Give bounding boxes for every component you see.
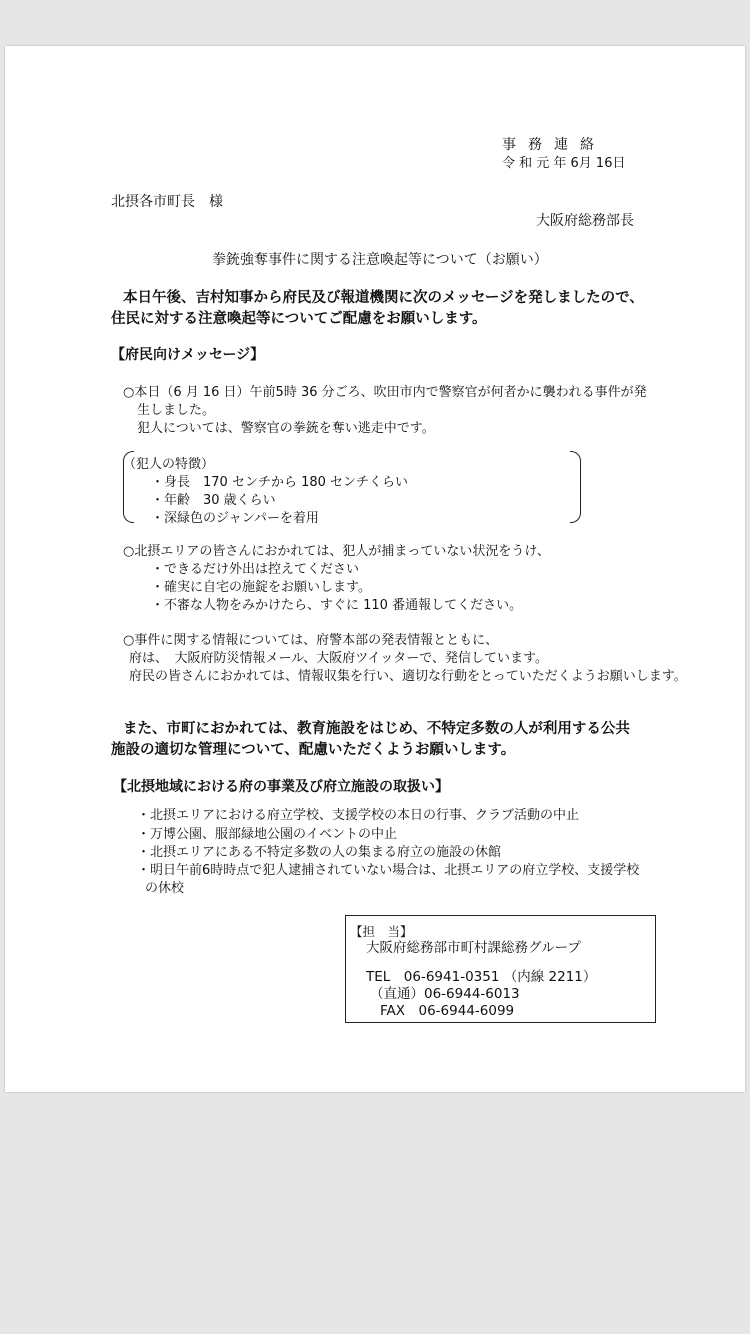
incident-line-2: 生しました。 <box>137 403 216 418</box>
action-item-4-continued: の休校 <box>145 881 185 896</box>
sender: 大阪府総務部長 <box>536 213 634 229</box>
action-item-4: ・明日午前6時時点で犯人逮捕されていない場合は、北摂エリアの府立学校、支援学校 <box>137 863 640 878</box>
document-type: 事務連絡 <box>502 137 606 153</box>
contact-heading: 【担 当】 <box>350 924 413 939</box>
request-item-3: ・不審な人物をみかけたら、すぐに 110 番通報してください。 <box>151 598 523 613</box>
features-bracket-right <box>570 451 581 523</box>
contact-department: 大阪府総務部市町村課総務グループ <box>366 940 581 956</box>
contact-fax: FAX 06-6944-6099 <box>380 1003 515 1019</box>
contact-box <box>345 915 656 1023</box>
request-line: ○北摂エリアの皆さんにおかれては、犯人が捕まっていない状況をうけ、 <box>123 544 550 559</box>
action-item-3: ・北摂エリアにある不特定多数の人の集まる府立の施設の休館 <box>137 845 502 860</box>
intro-line-2: 住民に対する注意喚起等についてご配慮をお願いします。 <box>111 311 487 327</box>
incident-line-1: ○本日（6 月 16 日）午前5時 36 分ごろ、吹田市内で警察官が何者かに襲われる事件が発 <box>123 385 647 400</box>
addressee: 北摂各市町長 様 <box>111 194 223 210</box>
citizen-message-heading: 【府民向けメッセージ】 <box>111 347 265 363</box>
prefecture-actions-heading: 【北摂地域における府の事業及び府立施設の取扱い】 <box>113 779 449 795</box>
action-item-1: ・北摂エリアにおける府立学校、支援学校の本日の行事、クラブ活動の中止 <box>137 808 580 823</box>
document-title: 拳銃強奪事件に関する注意喚起等について（お願い） <box>212 252 548 268</box>
request-item-2: ・確実に自宅の施錠をお願いします。 <box>151 580 371 595</box>
municipal-request-line-2: 施設の適切な管理について、配慮いただくようお願いします。 <box>111 742 516 758</box>
document-date: 令 和 元 年 6月 16日 <box>502 156 626 171</box>
feature-clothing: ・深緑色のジャンパーを着用 <box>151 511 319 526</box>
document-page <box>5 46 745 1092</box>
info-line-2: 府は、 大阪府防災情報メール、大阪府ツイッターで、発信しています。 <box>129 651 548 666</box>
municipal-request-line-1: また、市町におかれては、教育施設をはじめ、不特定多数の人が利用する公共 <box>123 721 630 737</box>
info-line-3: 府民の皆さんにおかれては、情報収集を行い、適切な行動をとっていただくようお願いします。 <box>129 669 687 684</box>
contact-tel: TEL 06-6941-0351 （内線 2211） <box>366 969 597 985</box>
feature-age: ・年齢 30 歳くらい <box>151 493 276 508</box>
request-item-1: ・できるだけ外出は控えてください <box>151 562 360 577</box>
feature-height: ・身長 170 センチから 180 センチくらい <box>151 475 409 490</box>
intro-line-1: 本日午後、吉村知事から府民及び報道機関に次のメッセージを発しましたので、 <box>123 290 644 306</box>
features-title: （犯人の特徴） <box>123 457 215 472</box>
action-item-2: ・万博公園、服部緑地公園のイベントの中止 <box>137 827 398 842</box>
incident-line-3: 犯人については、警察官の拳銃を奪い逃走中です。 <box>137 421 435 436</box>
info-line-1: ○事件に関する情報については、府警本部の発表情報とともに、 <box>123 633 499 648</box>
contact-direct: （直通）06-6944-6013 <box>370 986 520 1002</box>
